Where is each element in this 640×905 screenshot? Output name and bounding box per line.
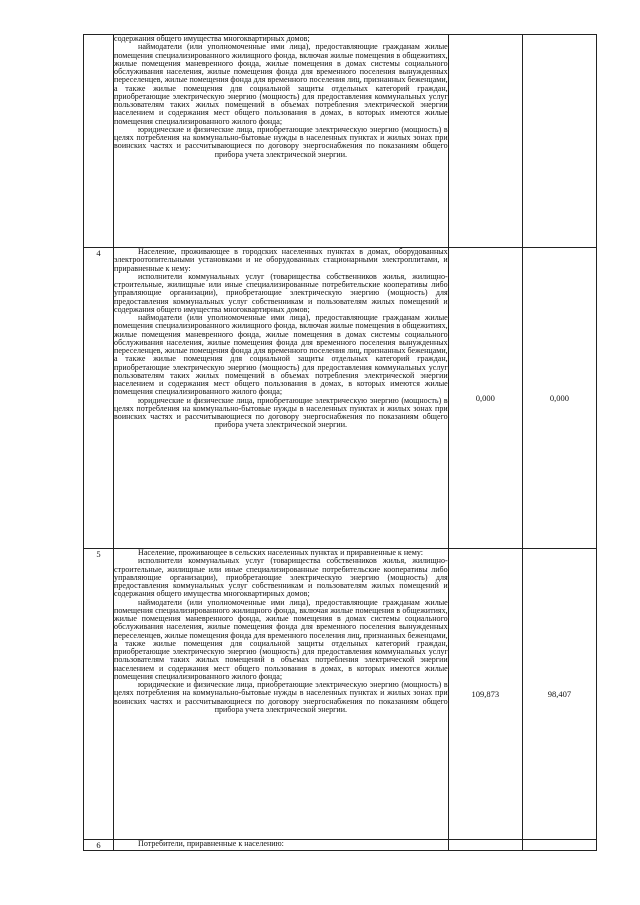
paragraph: юридические и физические лица, приобретающие электрическую энергию (мощность) в целях потребления на коммунально-бытовые нужды в населенных пунктах и жилых зонах при воинских частях и рассчитывающиеся по договору энергоснабжения по показаниям общего прибора учета электрической энергии. <box>114 124 448 159</box>
row-number-cell: 5 <box>84 549 114 840</box>
consumer-description-cell <box>114 248 449 549</box>
paragraph: наймодатели (или уполномоченные ими лица), предоставляющие гражданам жилые помещения специализированного жилищного фонда, включая жилые помещения в общежитиях, жилые помещения маневренного фонда, жилые помещения в домах системы социального обслуживания населения, жилые помещения фонда для временного поселения вынужденных переселенцев, жилые помещения фонда для временного поселения лиц, признанных беженцами, а также жилые помещения для социальной защиты отдельных категорий граждан, приобретающие электрическую энергию (мощность) для предоставления коммунальных услуг пользователям таких жилых помещений в объемах потребления электрической энергии населением и содержания мест общего пользования в домах, в которых имеются жилые помещения специализированного жилого фонда; <box>114 313 448 397</box>
tariff-value-cell: 0,000 <box>522 248 596 549</box>
paragraph: исполнители коммунальных услуг (товарищества собственников жилья, жилищно-строительные, жилищные или иные специализированные потребительские кооперативы либо управляющие организации), приобретающие электрическую энергию (мощность) для предоставления коммунальных услуг собственникам и пользователям жилых помещений и содержания общего имущества многоквартирных домов; <box>114 271 448 314</box>
paragraph: Потребители, приравненные к населению: <box>138 839 284 848</box>
paragraph: Население, проживающее в городских населенных пунктах в домах, оборудованных электроотопительными установками и не оборудованных стационарными электроплитами, и приравненные к нему: <box>114 247 448 273</box>
table-row <box>84 248 597 549</box>
tariff-value-cell: 109,873 <box>448 549 522 840</box>
paragraph: наймодатели (или уполномоченные ими лица), предоставляющие гражданам жилые помещения специализированного жилищного фонда, включая жилые помещения в общежитиях, жилые помещения маневренного фонда, жилые помещения в домах системы социального обслуживания населения, жилые помещения фонда для временного поселения вынужденных переселенцев, жилые помещения фонда для временного поселения лиц, признанных беженцами, а также жилые помещения для социальной защиты отдельных категорий граждан, приобретающие электрическую энергию (мощность) для предоставления коммунальных услуг пользователям таких жилых помещений в объемах потребления электрической энергии населением и содержания мест общего пользования в домах, в которых имеются жилые помещения специализированного жилого фонда; <box>114 42 448 126</box>
row-number-cell: 4 <box>84 248 114 549</box>
row-number-cell: 6 <box>84 840 114 851</box>
tariff-table <box>83 34 597 851</box>
table-row <box>84 549 597 840</box>
consumer-description-cell <box>114 840 449 851</box>
paragraph: содержания общего имущества многоквартирных домов; <box>114 34 310 43</box>
tariff-value-cell <box>448 840 522 851</box>
tariff-value-cell <box>522 35 596 248</box>
paragraph: наймодатели (или уполномоченные ими лица), предоставляющие гражданам жилые помещения специализированного жилищного фонда, включая жилые помещения в общежитиях, жилые помещения маневренного фонда, жилые помещения в домах системы социального обслуживания населения, жилые помещения фонда для временного поселения вынужденных переселенцев, жилые помещения фонда для временного поселения лиц, признанных беженцами, а также жилые помещения для социальной защиты отдельных категорий граждан, приобретающие электрическую энергию (мощность) для предоставления коммунальных услуг пользователям таких жилых помещений в объемах потребления электрической энергии населением и содержания мест общего пользования в домах, в которых имеются жилые помещения специализированного жилого фонда; <box>114 597 448 681</box>
paragraph: юридические и физические лица, приобретающие электрическую энергию (мощность) в целях потребления на коммунально-бытовые нужды в населенных пунктах и жилых зонах при воинских частях и рассчитывающиеся по договору энергоснабжения по показаниям общего прибора учета электрической энергии. <box>114 395 448 430</box>
tariff-value-cell: 98,407 <box>522 549 596 840</box>
tariff-value-cell <box>448 35 522 248</box>
row-number-cell <box>84 35 114 248</box>
paragraph: юридические и физические лица, приобретающие электрическую энергию (мощность) в целях потребления на коммунально-бытовые нужды в населенных пунктах и жилых зонах при воинских частях и рассчитывающиеся по договору энергоснабжения по показаниям общего прибора учета электрической энергии. <box>114 680 448 714</box>
table-row <box>84 35 597 248</box>
paragraph: исполнители коммунальных услуг (товарищества собственников жилья, жилищно-строительные, жилищные или иные специализированные потребительские кооперативы либо управляющие организации), приобретающие электрическую энергию (мощность) для предоставления коммунальных услуг собственникам и пользователям жилых помещений и содержания общего имущества многоквартирных домов; <box>114 556 448 599</box>
tariff-value-cell: 0,000 <box>448 248 522 549</box>
table-row <box>84 840 597 851</box>
tariff-value-cell <box>522 840 596 851</box>
paragraph: Население, проживающее в сельских населенных пунктах и приравненные к нему: <box>138 548 423 557</box>
consumer-description-cell <box>114 549 449 840</box>
consumer-description-cell <box>114 35 449 248</box>
